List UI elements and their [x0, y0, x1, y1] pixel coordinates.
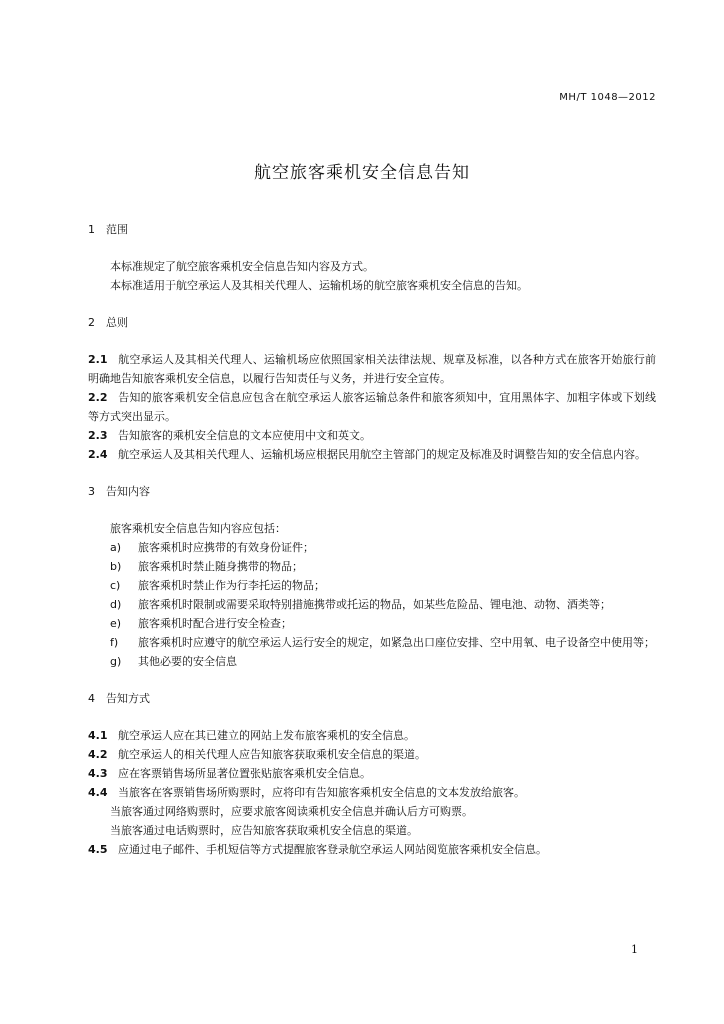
list-marker: a) [110, 541, 122, 554]
clause-number: 2.4 [88, 448, 108, 461]
clause [88, 764, 656, 783]
paragraph: 旅客乘机安全信息告知内容应包括： [110, 522, 286, 535]
clause-text: 应在客票销售场所显著位置张贴旅客乘机安全信息。 [118, 767, 371, 780]
content-list [88, 538, 656, 671]
sub-paragraph: 当旅客通过电话购票时，应告知旅客获取乘机安全信息的渠道。 [110, 824, 418, 837]
sub-paragraph: 当旅客通过网络购票时，应要求旅客阅读乘机安全信息并确认后方可购票。 [110, 805, 473, 818]
clause [88, 426, 656, 445]
list-marker: c) [110, 579, 121, 592]
section-scope [88, 220, 656, 295]
clause-number: 2.3 [88, 429, 108, 442]
clause [88, 388, 656, 426]
clause-number: 4.5 [88, 843, 108, 856]
section-heading [88, 482, 656, 501]
list-item [88, 652, 656, 671]
list-item [88, 633, 656, 652]
clause-text: 告知旅客的乘机安全信息的文本应使用中文和英文。 [118, 429, 371, 442]
clause [88, 783, 656, 802]
section-number: 2 [88, 316, 95, 329]
section-method [88, 689, 656, 859]
section-number: 3 [88, 485, 95, 498]
section-heading [88, 689, 656, 708]
clause-text: 应通过电子邮件、手机短信等方式提醒旅客登录航空承运人网站阅览旅客乘机安全信息。 [118, 843, 547, 856]
clause-text: 告知的旅客乘机安全信息应包含在航空承运人旅客运输总条件和旅客须知中，宜用黑体字、加粗字体或下划线等方式突出显示。 [88, 391, 656, 423]
clause-number: 4.1 [88, 729, 108, 742]
clause-text: 航空承运人的相关代理人应告知旅客获取乘机安全信息的渠道。 [118, 748, 426, 761]
section-heading [88, 313, 656, 332]
list-item-text: 旅客乘机时应遵守的航空承运人运行安全的规定，如紧急出口座位安排、空中用氧、电子设备空中使用等； [138, 636, 655, 649]
list-item [88, 614, 656, 633]
document-title: 航空旅客乘机安全信息告知 [254, 163, 470, 183]
list-item-text: 旅客乘机时禁止随身携带的物品； [138, 560, 303, 573]
paragraph: 本标准规定了航空旅客乘机安全信息告知内容及方式。 [110, 260, 374, 273]
clause-number: 2.1 [88, 353, 108, 366]
list-marker: d) [110, 598, 122, 611]
section-heading [88, 220, 656, 239]
section-title: 告知内容 [106, 485, 150, 498]
clause-text: 航空承运人应在其已建立的网站上发布旅客乘机的安全信息。 [118, 729, 415, 742]
list-item [88, 595, 656, 614]
list-item-text: 旅客乘机时配合进行安全检查； [138, 617, 292, 630]
list-item-text: 其他必要的安全信息 [138, 655, 237, 668]
clause [88, 745, 656, 764]
list-item [88, 576, 656, 595]
section-title: 告知方式 [106, 692, 150, 705]
section-content [88, 482, 656, 671]
page-number: 1 [631, 943, 638, 956]
list-item [88, 538, 656, 557]
list-item-text: 旅客乘机时禁止作为行李托运的物品； [138, 579, 325, 592]
paragraph: 本标准适用于航空承运人及其相关代理人、运输机场的航空旅客乘机安全信息的告知。 [110, 279, 528, 292]
section-number: 4 [88, 692, 95, 705]
section-title: 总则 [106, 316, 128, 329]
list-item-text: 旅客乘机时限制或需要采取特别措施携带或托运的物品，如某些危险品、锂电池、动物、酒类等； [138, 598, 611, 611]
section-number: 1 [88, 223, 95, 236]
clause-text: 当旅客在客票销售场所购票时，应将印有告知旅客乘机安全信息的文本发放给旅客。 [118, 786, 525, 799]
list-item-text: 旅客乘机时应携带的有效身份证件； [138, 541, 314, 554]
list-marker: f) [110, 636, 119, 649]
list-marker: g) [110, 655, 122, 668]
clause-number: 4.4 [88, 786, 108, 799]
clause [88, 840, 656, 859]
section-general [88, 313, 656, 464]
standard-code: MH/T 1048—2012 [559, 92, 656, 103]
list-marker: e) [110, 617, 122, 630]
clause-number: 4.3 [88, 767, 108, 780]
list-marker: b) [110, 560, 122, 573]
clause [88, 350, 656, 388]
clause [88, 726, 656, 745]
section-title: 范围 [106, 223, 128, 236]
clause-number: 2.2 [88, 391, 108, 404]
document-body [88, 220, 656, 859]
clause-number: 4.2 [88, 748, 108, 761]
clause-text: 航空承运人及其相关代理人、运输机场应根据民用航空主管部门的规定及标准及时调整告知的安全信息内容。 [118, 448, 646, 461]
clause-text: 航空承运人及其相关代理人、运输机场应依照国家相关法律法规、规章及标准，以各种方式在旅客开始旅行前明确地告知旅客乘机安全信息，以履行告知责任与义务，并进行安全宣传。 [88, 353, 656, 385]
list-item [88, 557, 656, 576]
clause [88, 445, 656, 464]
